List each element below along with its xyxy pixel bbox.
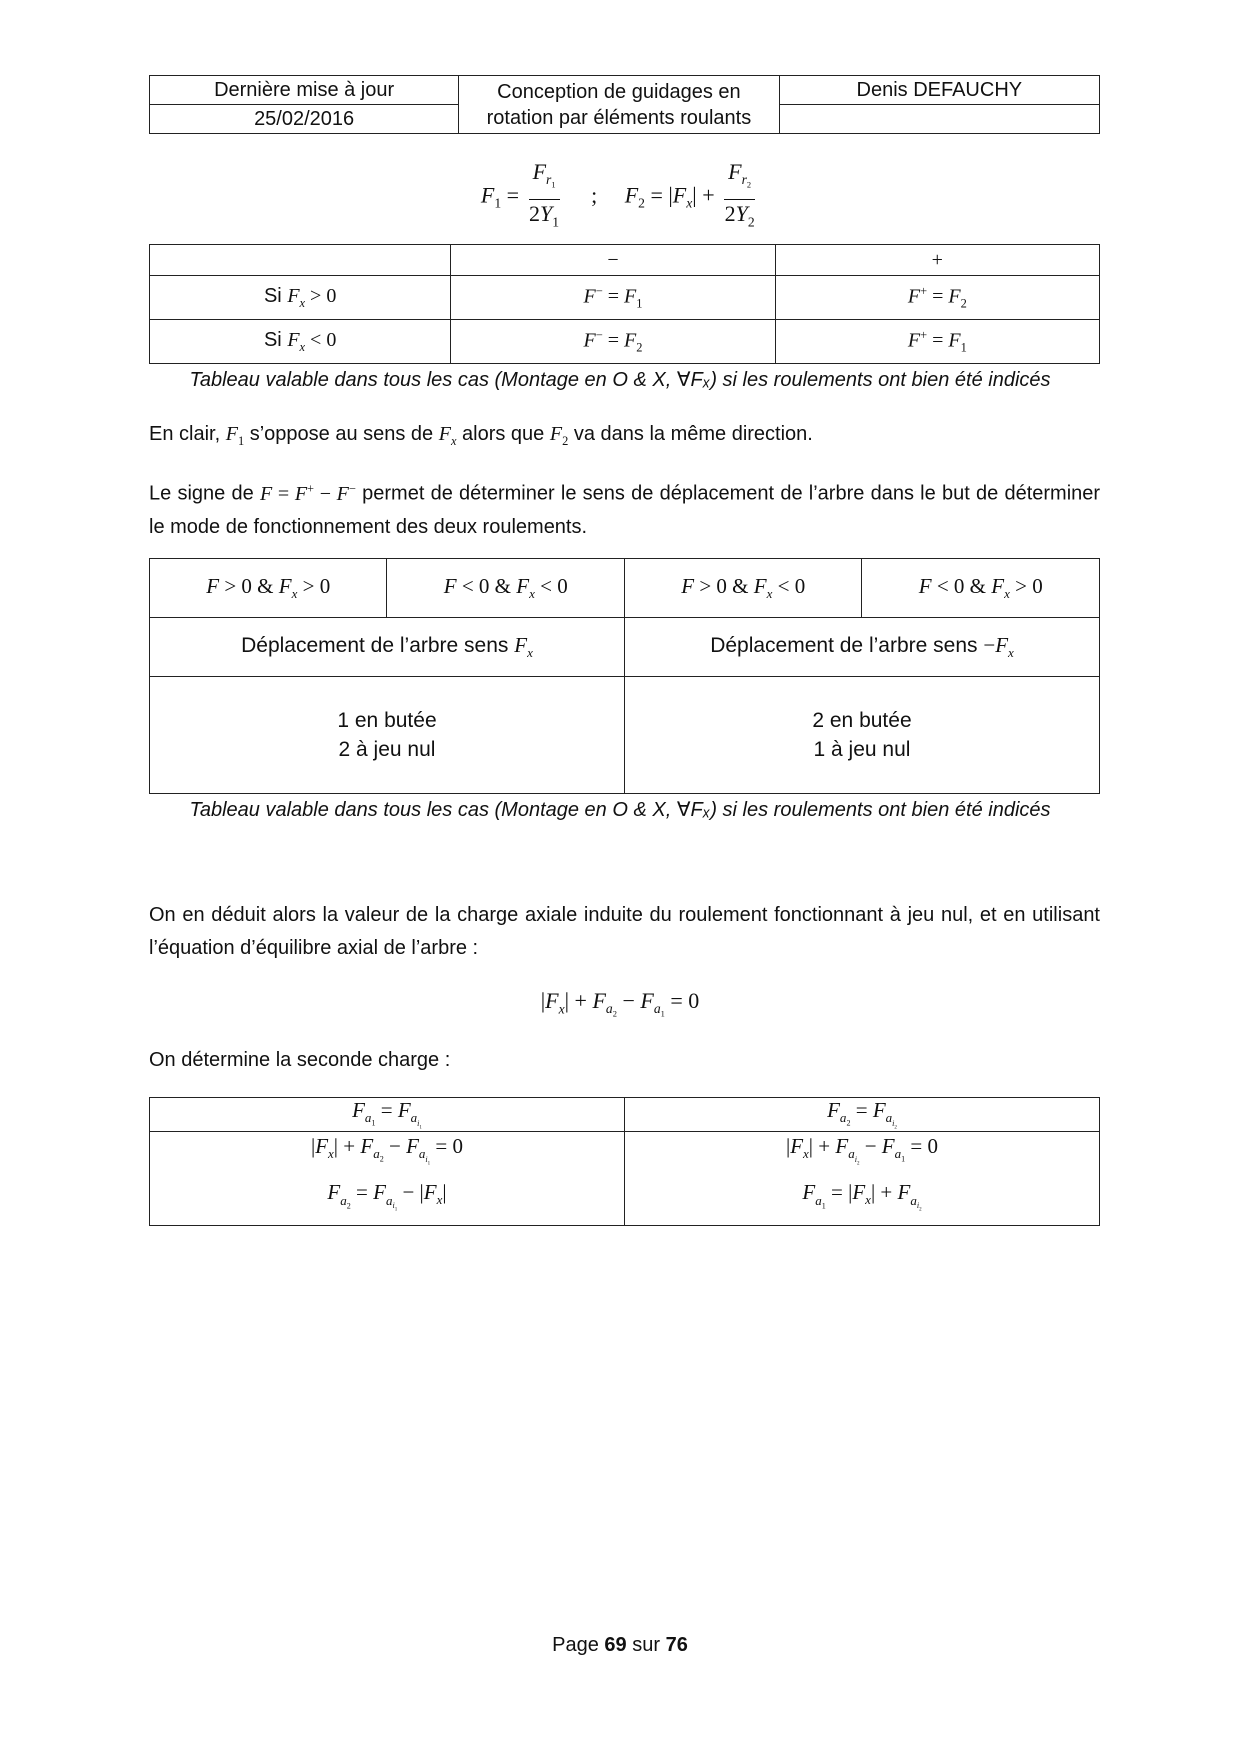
table1-caption: Tableau valable dans tous les cas (Montage en O & X, ∀Fₓ) si les roulements ont bien été indicés [189,369,1051,391]
case-f-neg-fx-neg: F < 0 & $F_x < 0$ [387,559,625,618]
paragraph-deduction: On en déduit alors la valeur de la charge axiale induite du roulement fonctionnant à jeu nul, et en utilisant l’équation d’équilibre axial de l’arbre : [149,904,1100,959]
empty-header-cell [150,245,451,276]
sign-table [149,244,1100,364]
col-plus-header: + [775,245,1099,276]
header-table [149,75,1100,134]
formula-separator: ; [591,182,598,208]
author: Denis DEFAUCHY [779,76,1099,105]
bearing-state-left: 1 en butée 2 à jeu nul [150,677,625,794]
case-fa2-eq-fai2: $F_{a_2} = F_{a_{i_2}}$ [625,1098,1100,1132]
last-update-label: Dernière mise à jour [150,76,459,105]
cell-fminus-f2: $F^- = F_2$ [451,320,775,364]
row-label-fx-positive: Si $F_x > 0$ [150,276,451,320]
title-line-1: Conception de guidages en [497,80,741,103]
charge-table [149,1097,1100,1226]
empty-cell [779,105,1099,134]
paragraph-sign: Le signe de F = F+ − F− permet de déterminer le sens de déplacement de l’arbre dans le but de déterminer le mode de fonctionnement des deux roulements. [149,481,1101,538]
result-right: $|F_x| + F_{a_{i_2}} - F_{a_1} = 0$ $F_{a_1} = |F_x| + F_{a_{i_2}}$ [625,1132,1100,1226]
cell-fplus-f2: $F^+ = F_2$ [775,276,1099,320]
equilibrium-equation: $|F_x| + F_{a_2} - F_{a_1} = 0$ [540,988,700,1020]
formula-f1-f2: $F_1$ = $\frac{F_{r_1}}{2Y_1}$ ; $F_2 = |F_x|$ + $\frac{F_{r_2}}{2Y_2}$ [0,158,1240,237]
case-f-pos-fx-neg: F > 0 & $F_x < 0$ [624,559,861,618]
fraction-f2: $\frac{F_{r_2}}{2Y_2}$ [724,159,755,230]
col-minus-header: − [451,245,775,276]
move-direction-positive: Déplacement de l’arbre sens $F_x$ [150,618,625,677]
result-left: $|F_x| + F_{a_2} - F_{a_{i_1}} = 0$ $F_{a_2} = F_{a_{i_1}} - |F_x|$ [150,1132,625,1226]
total-pages: 76 [665,1634,688,1656]
page-footer: Page 69 sur 76 [552,1634,688,1656]
table-row [150,320,1100,364]
cell-fplus-f1: $F^+ = F_1$ [775,320,1099,364]
case-f-neg-fx-pos: F < 0 & $F_x > 0$ [862,559,1100,618]
table-row [150,276,1100,320]
title-line-2: rotation par éléments roulants [486,106,752,129]
row-label-fx-negative: Si $F_x < 0$ [150,320,451,364]
paragraph-opposition: En clair, $F_1$ s’oppose au sens de $F_x$ alors que $F_2$ va dans la même direction. [149,423,813,448]
case-fa1-eq-fai1: $F_{a_1} = F_{a_{i_1}}$ [150,1098,625,1132]
table2-caption: Tableau valable dans tous les cas (Montage en O & X, ∀Fₓ) si les roulements ont bien été indicés [189,799,1051,821]
document-title [459,76,779,134]
cell-fminus-f1: $F^- = F_1$ [451,276,775,320]
update-date: 25/02/2016 [150,105,459,134]
displacement-table [149,558,1100,794]
case-f-pos-fx-pos: F > 0 & $F_x > 0$ [150,559,387,618]
bearing-state-right: 2 en butée 1 à jeu nul [624,677,1099,794]
move-direction-negative: Déplacement de l’arbre sens $-F_x$ [624,618,1099,677]
paragraph-second-charge: On détermine la seconde charge : [149,1049,451,1071]
page-number: 69 [604,1634,627,1656]
fraction-f1: $\frac{F_{r_1}}{2Y_1}$ [529,159,560,230]
